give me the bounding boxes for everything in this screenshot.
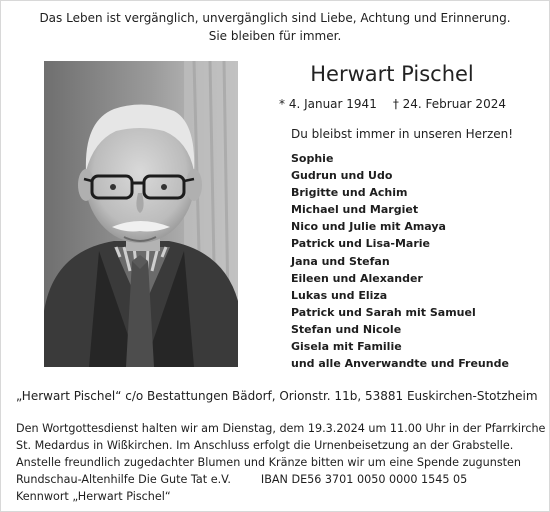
mourner-item: Michael und Margiet	[291, 203, 419, 217]
farewell-text: Du bleibst immer in unseren Herzen!	[291, 127, 514, 141]
mourner-item: Patrick und Sarah mit Samuel	[291, 305, 476, 319]
info-line-3: Anstelle freundlich zugedachter Blumen und Kränze bitten wir um eine Spende zugunsten	[16, 456, 522, 469]
mourner-item: Nico und Julie mit Amaya	[291, 220, 446, 234]
info-line-4	[16, 471, 545, 488]
life-dates	[279, 96, 506, 112]
service-info	[16, 420, 545, 505]
motto-line-1: Das Leben ist vergänglich, unvergänglich sind Liebe, Achtung und Erinnerung.	[39, 11, 511, 25]
info-line-5: Kennwort „Herwart Pischel“	[16, 490, 171, 503]
mourner-item: Stefan und Nicole	[291, 322, 402, 336]
mourner-item: Lukas und Eliza	[291, 288, 388, 302]
iban: IBAN DE56 3701 0050 0000 1545 05	[260, 473, 468, 486]
motto	[0, 9, 550, 45]
mourners-list	[291, 150, 509, 372]
birth-date: * 4. Januar 1941	[279, 97, 377, 111]
mourner-item: und alle Anverwandte und Freunde	[291, 357, 509, 371]
mourner-item: Gudrun und Udo	[291, 169, 393, 183]
mourner-item: Patrick und Lisa-Marie	[291, 237, 431, 251]
portrait-photo	[44, 61, 238, 367]
motto-line-2: Sie bleiben für immer.	[208, 29, 342, 43]
contact-address: „Herwart Pischel“ c/o Bestattungen Bädorf, Orionstr. 11b, 53881 Euskirchen-Stotzheim	[16, 389, 538, 403]
death-date: † 24. Februar 2024	[392, 97, 506, 111]
mourner-item: Jana und Stefan	[291, 254, 390, 268]
mourner-item: Sophie	[291, 152, 334, 165]
mourner-item: Gisela mit Familie	[291, 340, 402, 354]
info-line-1: Den Wortgottesdienst halten wir am Dienstag, dem 19.3.2024 um 11.00 Uhr in der Pfarrkirche	[16, 422, 546, 435]
deceased-name: Herwart Pischel	[310, 62, 474, 86]
mourner-item: Brigitte und Achim	[291, 186, 408, 200]
mourner-item: Eileen und Alexander	[291, 271, 423, 285]
info-line-2: St. Medardus in Wißkirchen. Im Anschluss erfolgt die Urnenbeisetzung an der Grabstelle.	[16, 439, 514, 452]
charity-name: Rundschau-Altenhilfe Die Gute Tat e.V.	[16, 473, 231, 486]
